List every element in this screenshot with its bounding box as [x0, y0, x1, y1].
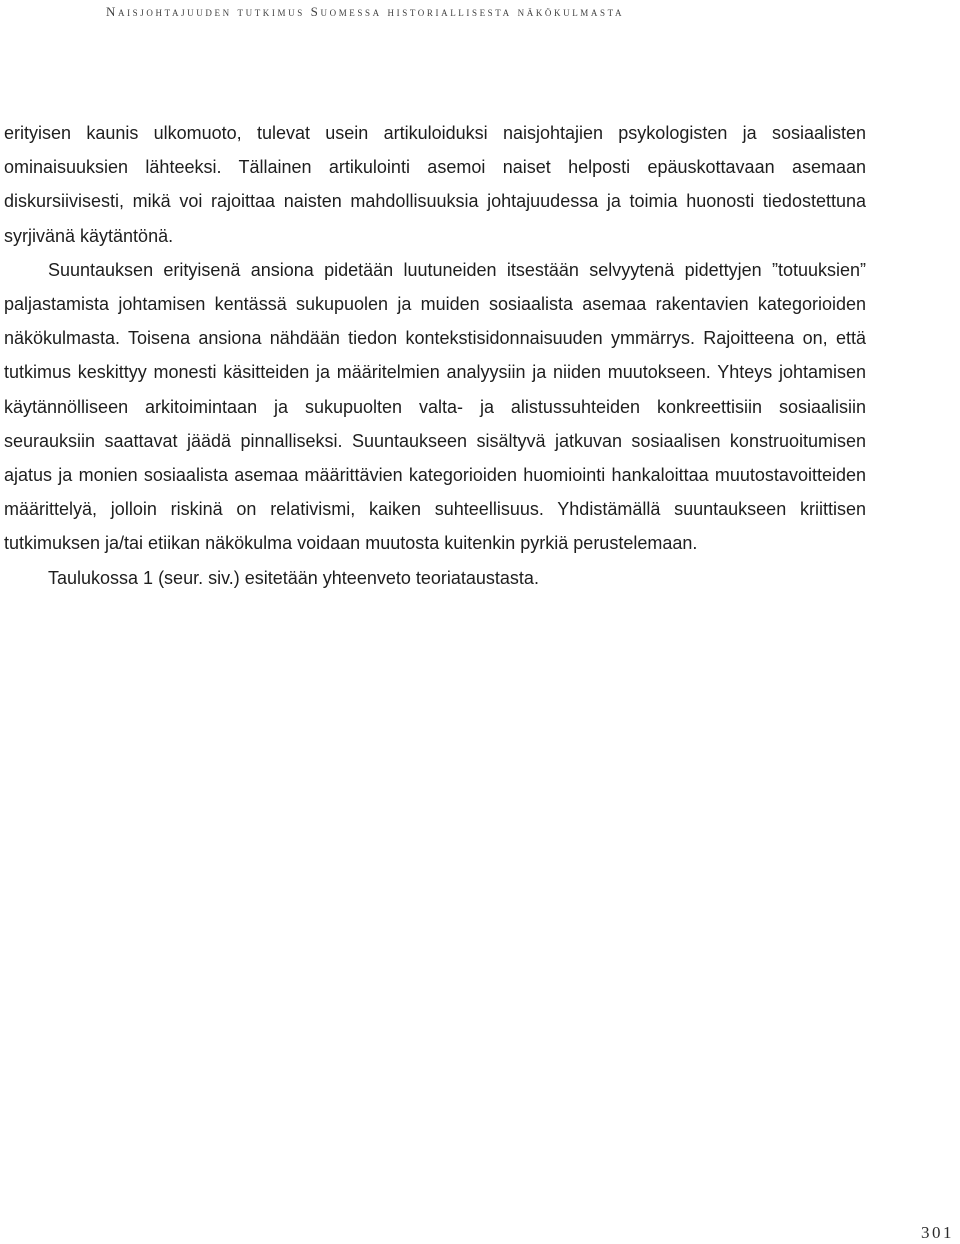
page-number: 301 [921, 1223, 954, 1242]
running-head: Naisjohtajuuden tutkimus Suomessa historiallisesta näkökulmasta [106, 4, 625, 19]
paragraph-continuation: erityisen kaunis ulkomuoto, tulevat usein artikuloiduksi naisjohtajien psykologisten ja sosiaalisten ominaisuuksien lähteeksi. Tällainen artikulointi asemoi naiset helposti epäuskottavaan asemaan diskursiivisesti, mikä voi rajoittaa naisten mahdollisuuksia johtajuudessa ja toimia huonosti tiedostettuna syrjivänä käytäntönä. [4, 123, 866, 246]
paragraph-taulukko-reference: Taulukossa 1 (seur. siv.) esitetään yhteenveto teoriataustasta. [48, 567, 539, 588]
body-text [4, 116, 866, 595]
paragraph-suuntauksen-ansiot: Suuntauksen erityisenä ansiona pidetään luutuneiden itsestään selvyytenä pidettyjen ”totuuksien” paljastamista johtamisen kentässä sukupuolen ja muiden sosiaalista asemaa rakentavien kategorioiden näkökulmasta. Toisena ansiona nähdään tiedon kontekstisidonnaisuuden ymmärrys. Rajoitteena on, että tutkimus keskittyy monesti käsitteiden ja määritelmien analyysiin ja niiden muutokseen. Yhteys johtamisen käytännölliseen arkitoimintaan ja sukupuolten valta- ja alistussuhteiden konkreettisiin sosiaalisiin seurauksiin saattavat jäädä pinnalliseksi. Suuntaukseen sisältyvä jatkuvan sosiaalisen konstruoitumisen ajatus ja monien sosiaalista asemaa määrittävien kategorioiden huomiointi hankaloittaa muutostavoitteiden määrittelyä, jolloin riskinä on relativismi, kaiken suhteellisuus. Yhdistämällä suuntaukseen kriittisen tutkimuksen ja/tai etiikan näkökulma voidaan muutosta kuitenkin pyrkiä perustelemaan. [4, 259, 866, 554]
